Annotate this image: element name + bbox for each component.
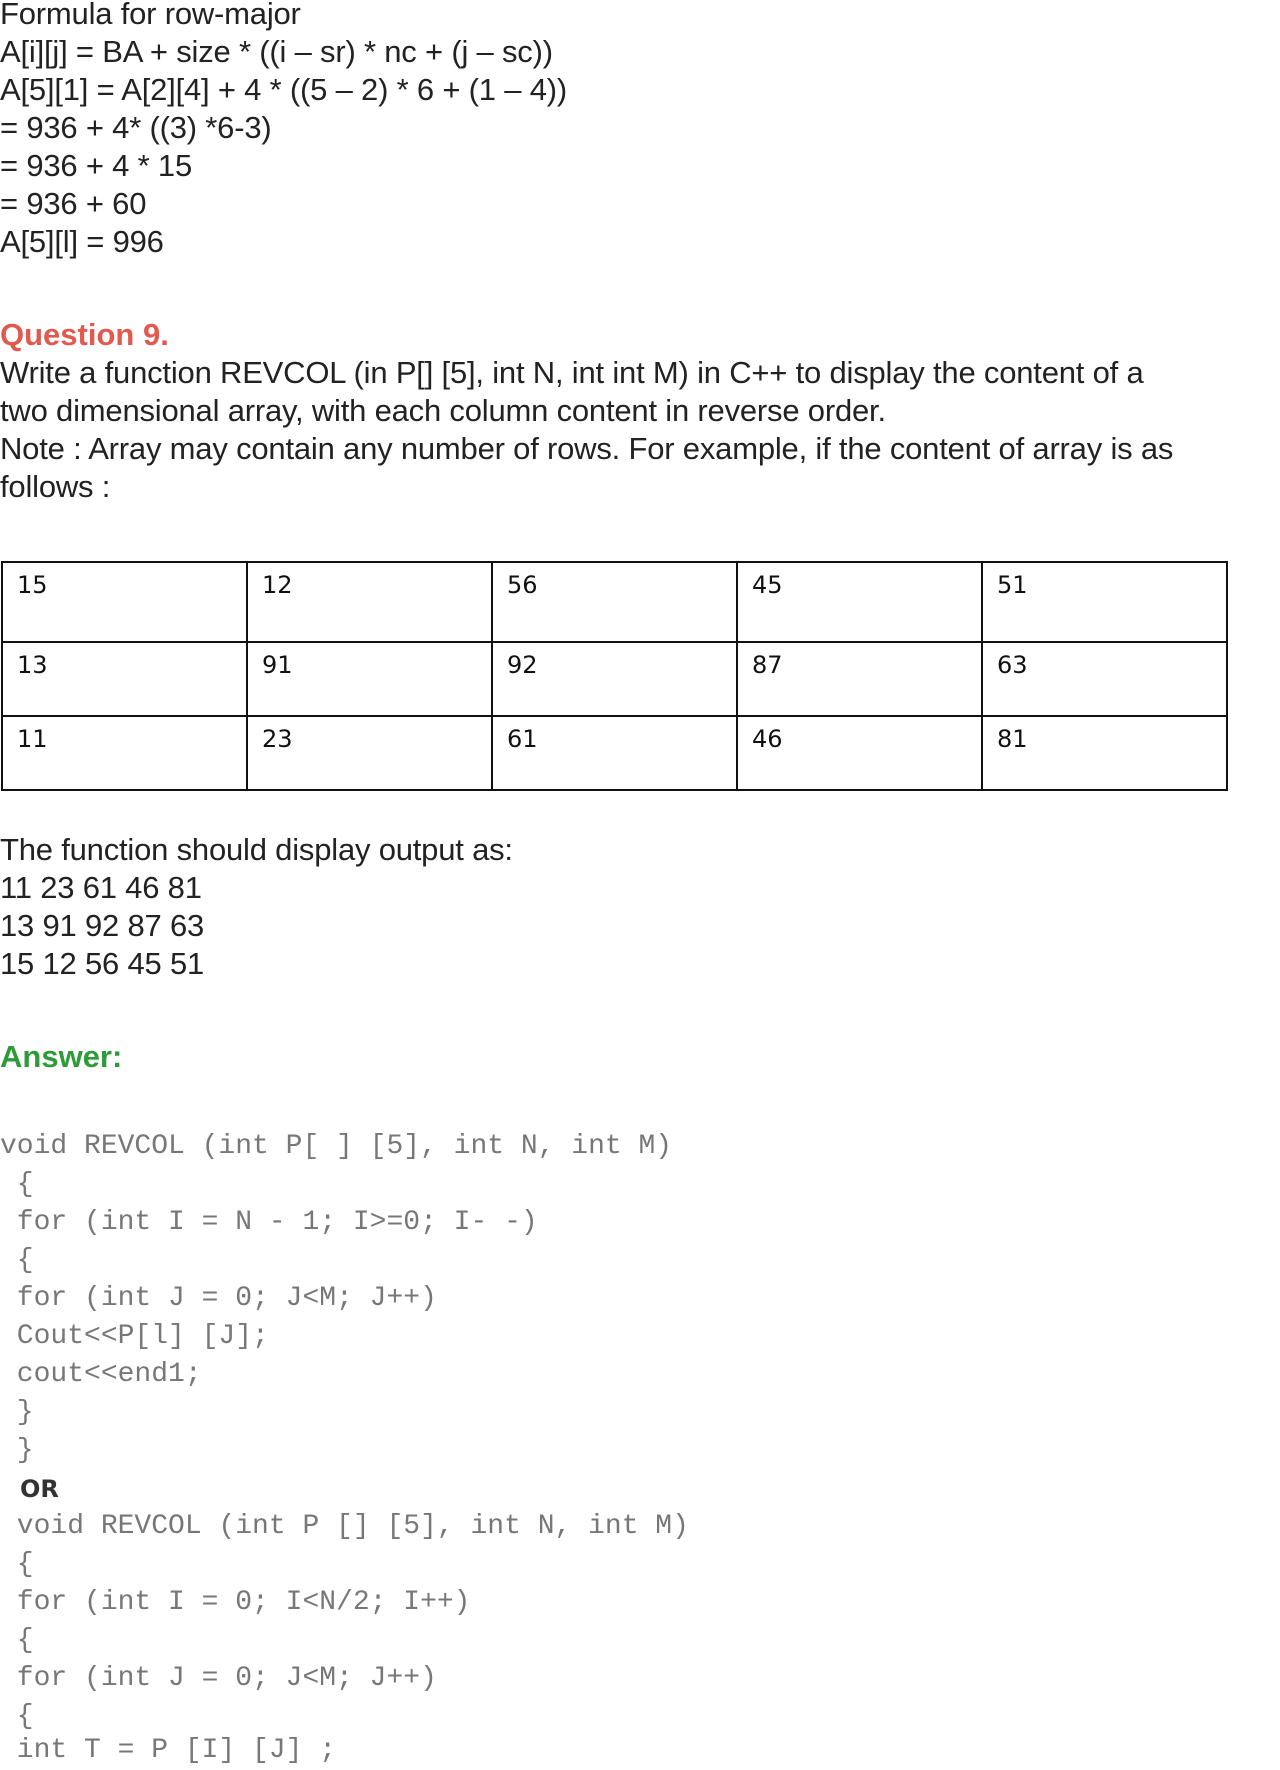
code-line: }	[0, 1435, 34, 1466]
question-text-line: two dimensional array, with each column content in reverse order.	[0, 393, 886, 428]
table-cell: 61	[492, 716, 737, 790]
table-row	[2, 716, 1227, 790]
question-note-line: Note : Array may contain any number of rows. For example, if the content of array is as	[0, 431, 1174, 466]
table-cell: 51	[982, 562, 1227, 642]
formula-result: A[5][l] = 996	[0, 224, 164, 259]
table-cell: 87	[737, 642, 982, 716]
table-cell: 12	[247, 562, 492, 642]
code-line: void REVCOL (int P[ ] [5], int N, int M)	[0, 1131, 673, 1162]
table-cell: 15	[2, 562, 247, 642]
table-row	[2, 562, 1227, 642]
output-intro: The function should display output as:	[0, 832, 513, 867]
formula-line: = 936 + 60	[0, 186, 147, 221]
formula-line: A[5][1] = A[2][4] + 4 * ((5 – 2) * 6 + (1 – 4))	[0, 72, 567, 107]
answer-heading: Answer:	[0, 1039, 123, 1074]
code-line: }	[0, 1397, 34, 1428]
code-line: {	[0, 1625, 34, 1656]
table-cell: 45	[737, 562, 982, 642]
table-cell: 81	[982, 716, 1227, 790]
code-line: {	[0, 1549, 34, 1580]
output-line: 15 12 56 45 51	[0, 946, 205, 981]
code-line: for (int J = 0; J<M; J++)	[0, 1663, 437, 1694]
table-cell: 11	[2, 716, 247, 790]
code-line: for (int I = 0; I<N/2; I++)	[0, 1587, 471, 1618]
formula-heading: Formula for row-major	[0, 0, 301, 31]
formula-line: = 936 + 4 * 15	[0, 148, 192, 183]
table-cell: 46	[737, 716, 982, 790]
code-line: {	[0, 1701, 34, 1732]
code-line: {	[0, 1169, 34, 1200]
formula-line: = 936 + 4* ((3) *6-3)	[0, 110, 272, 145]
code-line: for (int J = 0; J<M; J++)	[0, 1283, 437, 1314]
code-line: for (int I = N - 1; I>=0; I- -)	[0, 1207, 538, 1238]
formula-line: A[i][j] = BA + size * ((i – sr) * nc + (j – sc))	[0, 34, 553, 69]
question-text-line: Write a function REVCOL (in P[] [5], int N, int int M) in C++ to display the content of a	[0, 355, 1144, 390]
output-line: 13 91 92 87 63	[0, 908, 205, 943]
code-line: {	[0, 1245, 34, 1276]
code-line: void REVCOL (int P [] [5], int N, int M)	[0, 1511, 689, 1542]
question-note-line: follows :	[0, 469, 111, 504]
table-cell: 56	[492, 562, 737, 642]
table-cell: 23	[247, 716, 492, 790]
table-cell: 13	[2, 642, 247, 716]
table-cell: 91	[247, 642, 492, 716]
code-line: cout<<end1;	[0, 1359, 202, 1390]
table-cell: 63	[982, 642, 1227, 716]
table-cell: 92	[492, 642, 737, 716]
code-line: Cout<<P[l] [J];	[0, 1321, 269, 1352]
array-table	[1, 561, 1228, 791]
table-row	[2, 642, 1227, 716]
code-line: int T = P [I] [J] ;	[0, 1735, 337, 1766]
or-label: OR	[20, 1475, 59, 1503]
output-line: 11 23 61 46 81	[0, 870, 202, 905]
question-heading: Question 9.	[0, 317, 169, 352]
